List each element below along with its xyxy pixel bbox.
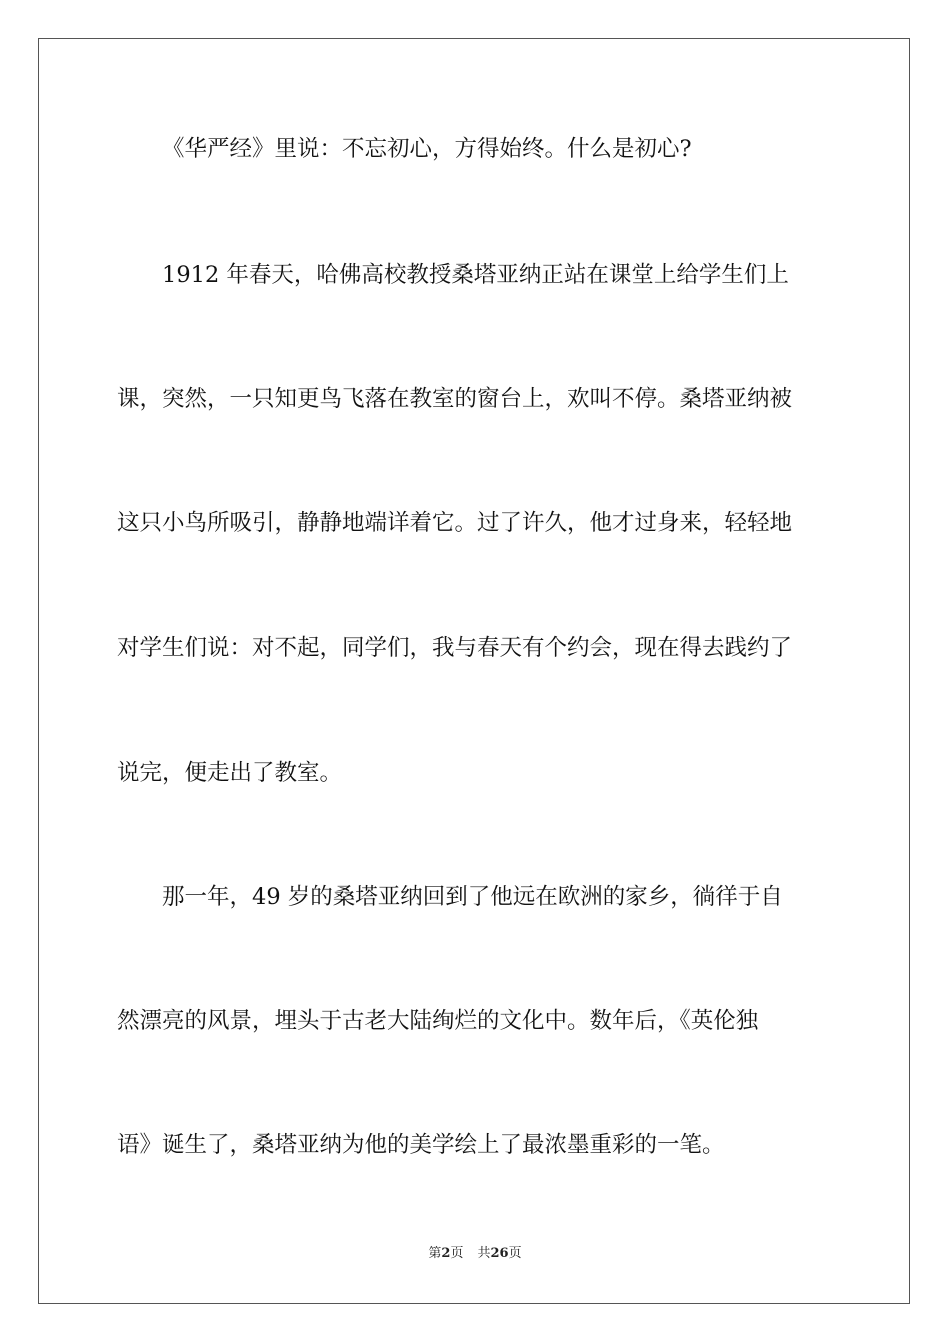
current-page-number: 2 <box>441 1246 451 1261</box>
paragraph-2-line-5: 说完，便走出了教室。 <box>117 760 343 786</box>
paragraph-3-line-1: 那一年，49 岁的桑塔亚纳回到了他远在欧洲的家乡，徜徉于自 <box>162 884 783 910</box>
paragraph-3-line-3: 语》诞生了，桑塔亚纳为他的美学绘上了最浓墨重彩的一笔。 <box>117 1132 725 1158</box>
paragraph-2-line-4: 对学生们说：对不起，同学们，我与春天有个约会，现在得去践约了 <box>117 635 793 661</box>
paragraph-2-line-1: 1912 年春天，哈佛高校教授桑塔亚纳正站在课堂上给学生们上 <box>162 262 789 288</box>
paragraph-3-line-2: 然漂亮的风景，埋头于古老大陆绚烂的文化中。数年后，《英伦独 <box>117 1008 759 1034</box>
page-footer <box>0 1245 950 1263</box>
paragraph-1-line-1: 《华严经》里说：不忘初心，方得始终。什么是初心? <box>162 136 692 162</box>
total-page-count: 26 <box>490 1246 509 1261</box>
paragraph-2-line-2: 课，突然，一只知更鸟飞落在教室的窗台上，欢叫不停。桑塔亚纳被 <box>117 386 793 412</box>
page-border <box>38 38 910 1304</box>
paragraph-2-line-3: 这只小鸟所吸引，静静地端详着它。过了许久，他才过身来，轻轻地 <box>117 510 793 536</box>
total-pages-label: 共26页 <box>477 1246 522 1261</box>
page-number-label: 第2页 <box>428 1246 464 1261</box>
